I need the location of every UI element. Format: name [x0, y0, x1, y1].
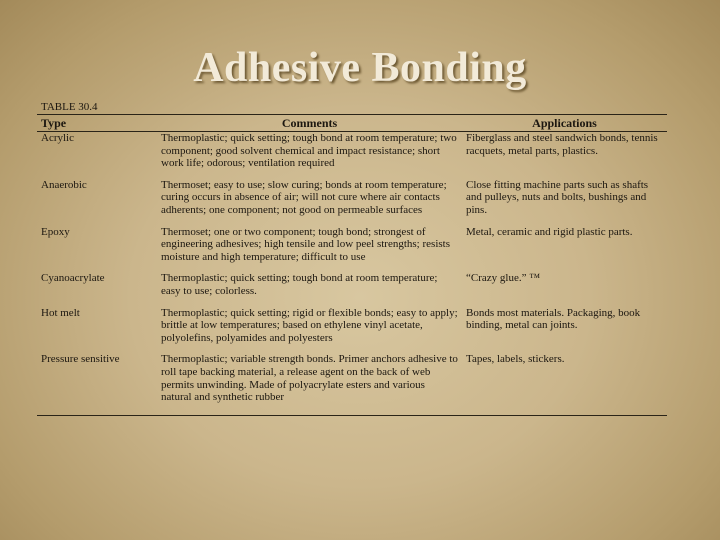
cell-applications: Fiberglass and steel sandwich bonds, tennis racquets, metal parts, plastics. [466, 132, 658, 157]
table-row [37, 353, 667, 412]
header-applications: Applications [532, 116, 597, 130]
cell-comments: Thermoplastic; quick setting; rigid or flexible bonds; easy to apply; brittle at low temperatures; based on ethylene vinyl acetate, polyolefins, polyamides and polyesters [161, 306, 458, 344]
table-row [37, 226, 667, 273]
header-type: Type [41, 116, 67, 130]
table-row [37, 132, 667, 179]
table-row [37, 179, 667, 226]
table-bottom-rule [37, 415, 667, 416]
cell-comments: Thermoplastic; quick setting; tough bond at room temperature; easy to use; colorless. [161, 272, 438, 297]
cell-applications: Bonds most materials. Packaging, book binding, metal can joints. [466, 306, 641, 332]
cell-comments: Thermoplastic; variable strength bonds. Primer anchors adhesive to roll tape backing material, a release agent on the back of web permits unwinding. Made of polyacrylate esters and various natural and synthetic rubber [161, 353, 458, 404]
table-row [37, 307, 667, 354]
adhesive-table [37, 100, 667, 416]
cell-type: Epoxy [41, 225, 70, 238]
cell-comments: Thermoset; one or two component; tough bond; strongest of engineering adhesives; high tensile and low peel strengths; resists moisture and high temperature; difficult to use [161, 225, 450, 263]
cell-type: Acrylic [41, 132, 74, 144]
cell-applications: Tapes, labels, stickers. [466, 353, 565, 366]
table-label: TABLE 30.4 [41, 101, 98, 113]
table-header-row [37, 115, 667, 131]
cell-type: Cyanoacrylate [41, 272, 105, 285]
adhesive-data-table [37, 115, 667, 413]
cell-type: Pressure sensitive [41, 353, 120, 366]
header-comments: Comments [281, 116, 338, 130]
cell-applications: Metal, ceramic and rigid plastic parts. [466, 225, 633, 238]
table-row [37, 272, 667, 306]
cell-type: Anaerobic [41, 178, 87, 191]
cell-type: Hot melt [41, 306, 80, 319]
slide-title: Adhesive Bonding [193, 45, 527, 91]
cell-comments: Thermoset; easy to use; slow curing; bonds at room temperature; curing occurs in absence of air; will not cure where air contacts adherents; one component; not good on permeable surfaces [161, 178, 447, 216]
cell-applications: “Crazy glue.” ™ [466, 272, 540, 285]
cell-comments: Thermoplastic; quick setting; tough bond at room temperature; two component; good solvent chemical and impact resistance; short work life; odorous; ventilation required [161, 132, 457, 170]
cell-applications: Close fitting machine parts such as shafts and pulleys, nuts and bolts, bushings and pins. [466, 178, 649, 216]
